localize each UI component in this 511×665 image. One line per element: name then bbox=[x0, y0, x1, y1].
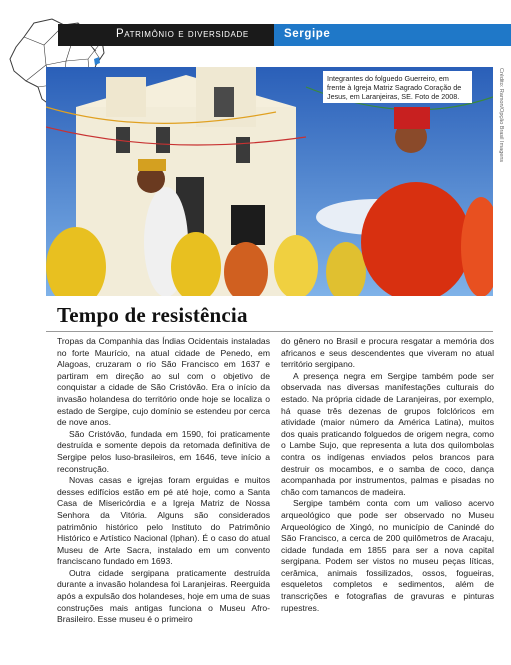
section-header bbox=[58, 24, 274, 46]
article-column-1 bbox=[57, 336, 270, 626]
paragraph: Tropas da Companhia das Índias Ocidentais instaladas no forte Maurício, na atual cidade de Penedo, em Alagoas, cruzaram o rio São Francisco em 1637 e partiram em direção ao sul com o objetivo de conquistar a cidade de São Cristóvão. Era o início da invasão holandesa do território onde hoje se localiza o estado de Sergipe, cujo domínio se estendeu por cerca de nove anos. bbox=[57, 336, 270, 428]
photo-caption: Integrantes do folguedo Guerreiro, em frente à Igreja Matriz Sagrado Coração de Jesus, em Laranjeiras, SE. Foto de 2008. bbox=[323, 71, 472, 103]
section-header-label: Patrimônio e diversidade bbox=[116, 28, 249, 40]
article-title: Tempo de resistência bbox=[57, 303, 248, 327]
paragraph: do gênero no Brasil e procura resgatar a memória dos africanos e seus descendentes que viveram no atual território sergipano. bbox=[281, 336, 494, 370]
photo-credit-text: Crédito: Ramon/Opção Brasil Imagens bbox=[498, 68, 504, 163]
article-column-2 bbox=[281, 336, 494, 614]
paragraph: Outra cidade sergipana praticamente destruída durante a invasão holandesa foi Laranjeiras. Reerguida após a expulsão dos holandeses, hoje em uma de suas construções mais antigas funciona o Museu Afro-Brasileiro. Esse museu é o primeiro bbox=[57, 567, 270, 625]
paragraph: Novas casas e igrejas foram erguidas e muitos desses edifícios estão em pé até hoje, como a Santa Casa de Misericórdia e a Igreja Matriz de Nossa Senhora da Vitória. Alguns são considerados patrimônio histórico pelo Instituto do Patrimônio Histórico e Artístico Nacional (Iphan). É o caso do atual Museu de Arte Sacra, instalado em um convento franciscano fundado em 1693. bbox=[57, 475, 270, 567]
state-header bbox=[274, 24, 511, 46]
paragraph: A presença negra em Sergipe também pode ser observada nas diversas manifestações culturais do estado. Na própria cidade de Laranjeiras, por exemplo, há quase três dezenas de grupos folclóricos em atividade (maior número da América Latina), muitos dos quais praticando folguedos de origem negra, como o Lambe Sujo, que representa a luta dos quilombolas contra os indígenas enviados pelos brancos para destruir os mocambos, e o samba de coco, dança acompanhada por instrumentos, palmas e pisadas no chão com tamancos de madeira. bbox=[281, 370, 494, 497]
paragraph: Sergipe também conta com um valioso acervo arqueológico que pode ser observado no Museu Arqueológico de Xingó, no município de Canindé do São Francisco, a cerca de 200 quilômetros de Aracaju, cidade fundada em 1855 para ser a nova capital sergipana. Podem ser vistos no museu peças líticas, cerâmica, animais fossilizados, ossos, fogueiras, esqueletos completos e sedimentos, além de transcrições e fotografias de gravuras e pinturas rupestres. bbox=[281, 498, 494, 613]
state-header-label: Sergipe bbox=[284, 28, 331, 40]
photo-credit bbox=[496, 68, 505, 188]
paragraph: São Cristóvão, fundada em 1590, foi praticamente destruída e somente depois da retomada definitiva de Sergipe pelos luso-brasileiros, em 1646, teve início a reconstrução. bbox=[57, 428, 270, 474]
title-divider bbox=[46, 331, 493, 332]
